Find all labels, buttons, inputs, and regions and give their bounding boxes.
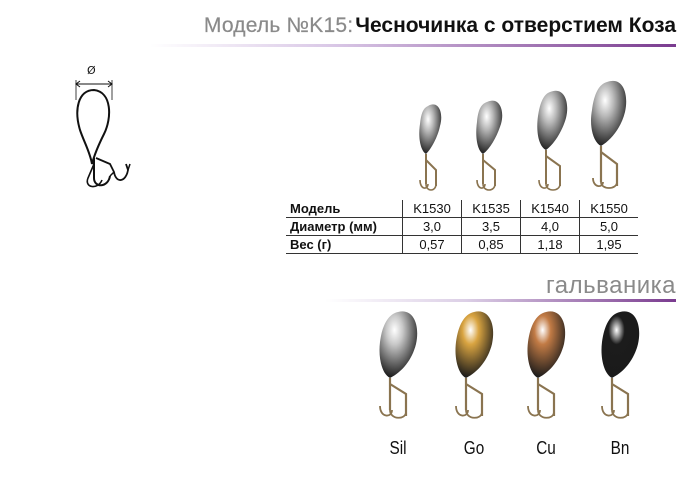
product-name: Чесночинка с отверстием Коза (355, 14, 676, 37)
table-cell: 0,85 (462, 236, 521, 254)
jig-photo-k1550 (583, 76, 637, 196)
table-cell: 4,0 (521, 218, 580, 236)
table-cell: 5,0 (580, 218, 639, 236)
title-underline (150, 44, 676, 47)
jig-photo-k1530 (414, 100, 454, 196)
table-cell: K1530 (403, 200, 462, 218)
table-cell: K1550 (580, 200, 639, 218)
jig-photo-cu (516, 308, 576, 426)
model-prefix: Модель №K15: (203, 14, 354, 37)
row-label: Вес (г) (286, 236, 403, 254)
table-cell: 3,5 (462, 218, 521, 236)
finish-code-sil: Sil (389, 438, 407, 458)
jig-photo-go (444, 308, 504, 426)
table-row (286, 200, 638, 218)
table-cell: 1,18 (521, 236, 580, 254)
finish-code-bn: Bn (610, 438, 630, 458)
jig-outline-diagram (64, 60, 144, 195)
table-cell: 0,57 (403, 236, 462, 254)
jig-photo-bn (590, 308, 650, 426)
section-underline (325, 299, 676, 302)
finish-code-cu: Cu (536, 438, 556, 458)
jig-photo-k1535 (469, 96, 513, 196)
row-label: Диаметр (мм) (286, 218, 403, 236)
table-cell: 1,95 (580, 236, 639, 254)
specs-table (286, 200, 638, 254)
specs-header-model: Модель (286, 200, 403, 218)
table-cell: K1540 (521, 200, 580, 218)
table-row (286, 218, 638, 236)
finish-code-go: Go (463, 438, 485, 458)
jig-photo-sil (368, 308, 428, 426)
section-title-galvanic: гальваника (546, 272, 676, 299)
table-cell: 3,0 (403, 218, 462, 236)
jig-photo-k1540 (530, 86, 578, 196)
page-title (204, 14, 676, 40)
table-cell: K1535 (462, 200, 521, 218)
diameter-symbol: Ø (87, 64, 96, 77)
table-row (286, 236, 638, 254)
